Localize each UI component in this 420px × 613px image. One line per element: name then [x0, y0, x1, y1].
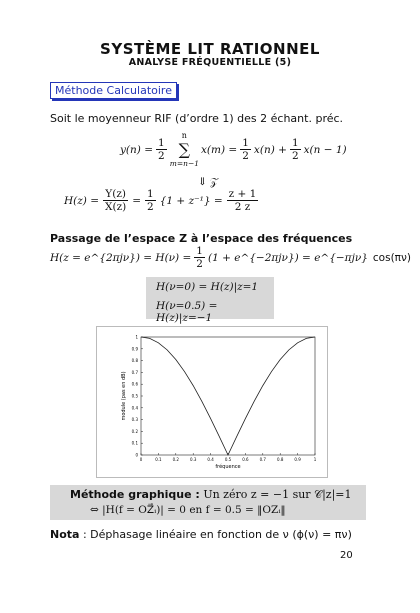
y-tick-label: 0.7: [131, 369, 138, 375]
box-line-2: H(ν=0.5) = H(z)|z=−1: [156, 300, 218, 324]
methode-graphique-box: [50, 485, 366, 520]
y-tick-label: 0.6: [131, 381, 138, 387]
y-tick-label: 1: [135, 334, 138, 340]
box-line-1: H(ν=0) = H(z)|z=1: [156, 281, 259, 293]
chart-xlabel: fréquence: [215, 464, 241, 470]
hz-mid: {1 + z⁻¹} =: [159, 194, 223, 207]
x-tick-label: 0.1: [155, 457, 162, 462]
methode-graphique-line1: [70, 488, 352, 502]
methode-graphique-label: Méthode graphique :: [70, 488, 200, 501]
z-transform-arrow: ⇓ 𝒵: [198, 176, 219, 188]
passage-lhs: H(z = e^{2πjν}) = H(ν) =: [50, 251, 192, 264]
y-tick-label: 0.5: [131, 393, 138, 399]
chart-axes: [132, 335, 317, 463]
x-tick-label: 0.6: [242, 457, 249, 462]
x-tick-label: 0.5: [224, 457, 232, 462]
methode-graphique-line2: ⇔ |H(f = OZ⃗ᵢ)| = 0 en f = 0.5 = ‖OZᵢ‖: [90, 504, 286, 516]
nota-label: Nota: [50, 528, 80, 541]
one-half-fraction: $\frac{1}{2}$: [291, 137, 299, 162]
one-half-fraction: $\frac{1}{2}$: [242, 137, 249, 162]
plot-area-frame: [141, 337, 315, 455]
frequency-response-chart: [96, 326, 328, 478]
magnitude-series-line: [141, 337, 315, 455]
y-tick-label: 0.2: [131, 428, 138, 434]
x-tick-label: 0.2: [172, 457, 179, 462]
y-tick-label: 0.8: [131, 358, 138, 364]
y-tick-label: 0.1: [131, 440, 138, 446]
passage-heading: Passage de l’espace Z à l’espace des fréquences: [50, 232, 353, 245]
y-tick-label: 0: [135, 452, 138, 458]
x-tick-label: 0.7: [259, 457, 266, 462]
page-subtitle: ANALYSE FRÉQUENTIELLE (5): [128, 57, 292, 68]
x-tick-label: 0: [139, 457, 143, 462]
x-tick-label: 0.3: [190, 457, 197, 462]
y-tick-label: 0.9: [131, 346, 138, 352]
one-half-fraction: $\frac{1}{2}$: [147, 188, 154, 213]
methode-graphique-rest: Un zéro z = −1 sur 𝒞|z|=1: [203, 488, 352, 501]
x-tick-label: 1: [313, 457, 317, 462]
y-tick-label: 0.4: [131, 405, 138, 411]
yn-lhs: y(n) =: [120, 143, 154, 156]
boundary-values-box: [146, 277, 274, 324]
result-fraction: $\frac{z + 1}{2 z}$: [228, 188, 257, 213]
yn-rhs2: x(n) +: [253, 143, 287, 156]
one-half-fraction: $\frac{1}{2}$: [158, 137, 165, 162]
x-tick-label: 0.9: [294, 457, 301, 462]
chart-svg: [97, 327, 327, 477]
sum-symbol: n ∑ m=n−1: [169, 131, 200, 168]
x-tick-label: 0.8: [277, 457, 284, 462]
nota-text: : Déphasage linéaire en fonction de ν (ϕ(ν) = πν): [82, 528, 352, 541]
yn-rhs3: x(n − 1): [303, 143, 347, 156]
hz-equation: H(z) = $\frac{Y(z)}{X(z)}$ = $\frac{1}{2}$ {1 + z⁻¹} = $\frac{z + 1}{2 z}$: [64, 188, 257, 213]
yn-equation: [120, 131, 347, 168]
passage-cos: cos(πν): [372, 251, 411, 264]
page-number: 20: [340, 550, 353, 561]
one-half-fraction: $\frac{1}{2}$: [196, 245, 203, 270]
x-tick-label: 0.4: [207, 457, 214, 462]
yn-rhs: x(m) =: [201, 143, 238, 156]
y-over-x-fraction: $\frac{Y(z)}{X(z)}$: [105, 188, 127, 213]
intro-text: Soit le moyenneur RIF (d’ordre 1) des 2 échant. préc.: [50, 112, 344, 125]
y-tick-label: 0.3: [131, 417, 138, 423]
hz-lhs: H(z) =: [64, 194, 100, 207]
passage-equation: [50, 245, 411, 270]
page-title: SYSTÈME LIT RATIONNEL: [100, 40, 320, 58]
passage-mid: (1 + e^{−2πjν}) = e^{−πjν}: [207, 251, 368, 264]
nota-line: [50, 528, 352, 541]
chart-ylabel: module (pas en dB): [121, 371, 127, 421]
methode-calculatoire-label: Méthode Calculatoire: [50, 82, 177, 99]
